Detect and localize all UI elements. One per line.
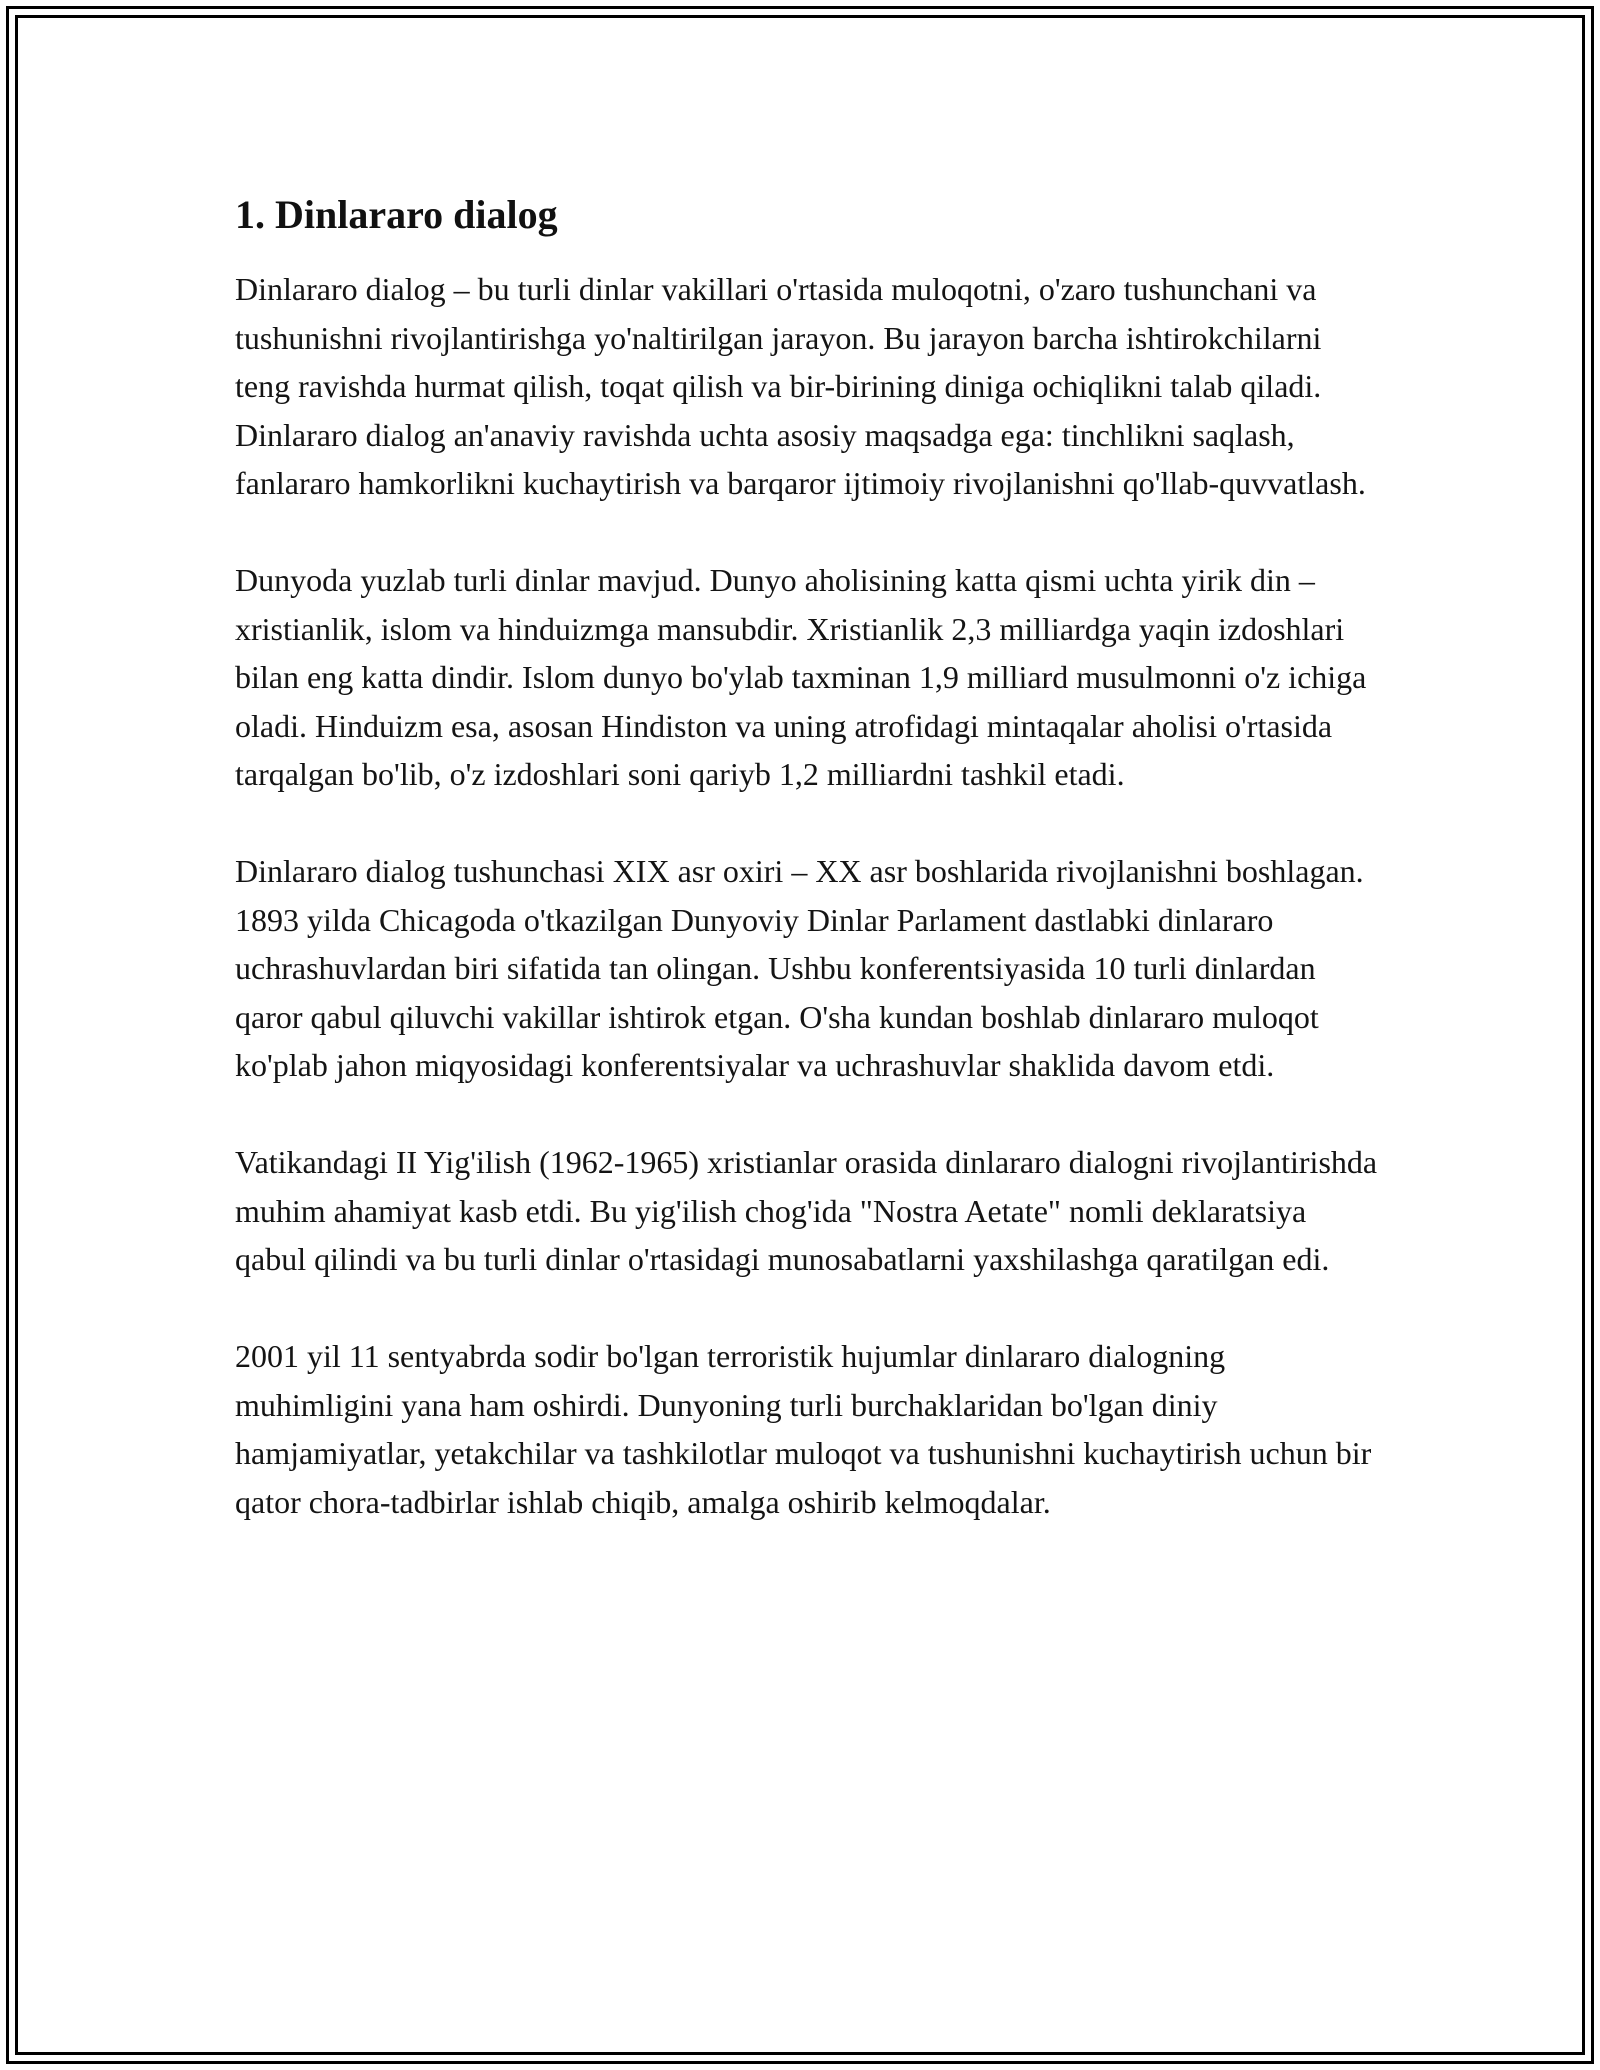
paragraph-history: Dinlararo dialog tushunchasi XIX asr oxiri – XX asr boshlarida rivojlanishni boshlagan. 1893 yilda Chicagoda o'tkazilgan Dunyoviy Dinlar Parlament dastlabki dinlararo uchrashuvlardan biri sifatida tan olingan. Ushbu konferentsiyasida 10 turli dinlardan qaror qabul qiluvchi vakillar ishtirok etgan. O'sha kundan boshlab dinlararo muloqot ko'plab jahon miqyosidagi konferentsiyalar va uchrashuvlar shaklida davom etdi. bbox=[235, 853, 1364, 1083]
paragraph-vatican: Vatikandagi II Yig'ilish (1962-1965) xristianlar orasida dinlararo dialogni rivojlantirishda muhim ahamiyat kasb etdi. Bu yig'ilish chog'ida "Nostra Aetate" nomli deklaratsiya qabul qilindi va bu turli dinlar o'rtasidagi munosabatlarni yaxshilashga qaratilgan edi. bbox=[235, 1144, 1378, 1277]
paragraph-2001: 2001 yil 11 sentyabrda sodir bo'lgan terroristik hujumlar dinlararo dialogning muhimligini yana ham oshirdi. Dunyoning turli burchaklaridan bo'lgan diniy hamjamiyatlar, yetakchilar va tashkilotlar muloqot va tushunishni kuchaytirish uchun bir qator chora-tadbirlar ishlab chiqib, amalga oshirib kelmoqdalar. bbox=[235, 1338, 1372, 1520]
paragraph-intro: Dinlararo dialog – bu turli dinlar vakillari o'rtasida muloqotni, o'zaro tushunchani va tushunishni rivojlantirishga yo'naltirilgan jarayon. Bu jarayon barcha ishtirokchilarni teng ravishda hurmat qilish, toqat qilish va bir-birining diniga ochiqlikni talab qiladi. Dinlararo dialog an'anaviy ravishda uchta asosiy maqsadga ega: tinchlikni saqlash, fanlararo hamkorlikni kuchaytirish va barqaror ijtimoiy rivojlanishni qo'llab-quvvatlash. bbox=[235, 271, 1366, 501]
paragraph-world-religions: Dunyoda yuzlab turli dinlar mavjud. Dunyo aholisining katta qismi uchta yirik din – xristianlik, islom va hinduizmga mansubdir. Xristianlik 2,3 milliardga yaqin izdoshlari bilan eng katta dindir. Islom dunyo bo'ylab taxminan 1,9 milliard musulmonni o'z ichiga oladi. Hinduizm esa, asosan Hindiston va uning atrofidagi mintaqalar aholisi o'rtasida tarqalgan bo'lib, o'z izdoshlari soni qariyb 1,2 milliardni tashkil etadi. bbox=[235, 562, 1367, 792]
document-body bbox=[235, 185, 1380, 1575]
section-heading: 1. Dinlararo dialog bbox=[235, 192, 558, 237]
